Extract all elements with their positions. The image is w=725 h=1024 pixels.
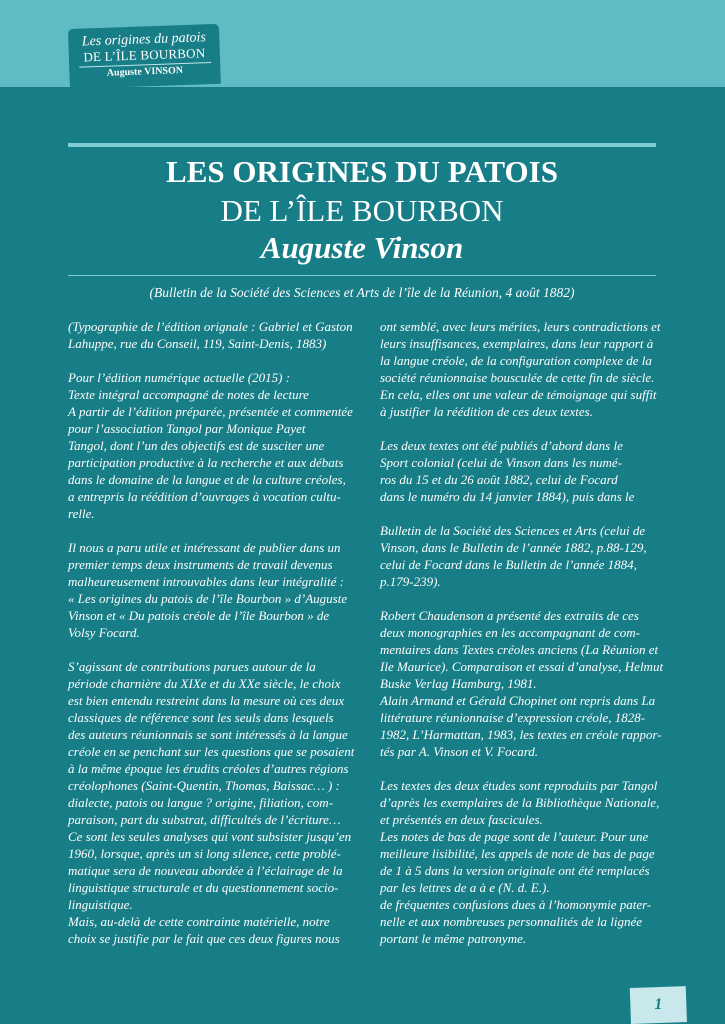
text-line: relle. bbox=[68, 506, 95, 521]
source-citation: (Bulletin de la Société des Sciences et Arts de l’île de la Réunion, 4 août 1882) bbox=[149, 285, 575, 300]
text-line: la langue créole, de la configuration complexe de la bbox=[380, 353, 652, 368]
text-line: 1982, L’Harmattan, 1983, les textes en créole rappor- bbox=[380, 727, 662, 742]
paragraph bbox=[68, 369, 358, 522]
title-top-rule bbox=[68, 143, 656, 147]
text-line: Texte intégral accompagné de notes de lecture bbox=[68, 387, 309, 402]
text-line: deux monographies en les accompagnant de com- bbox=[380, 625, 640, 640]
text-line: ont semblé, avec leurs mérites, leurs contradictions et bbox=[380, 319, 661, 334]
text-line: En cela, elles ont une valeur de témoignage qui suffit bbox=[380, 387, 657, 402]
text-line: (Typographie de l’édition orignale : Gabriel et Gaston bbox=[68, 319, 353, 334]
paragraph bbox=[380, 607, 666, 760]
paragraph-gap bbox=[380, 505, 666, 522]
paragraph bbox=[380, 437, 666, 505]
text-line: linguistique structurale et du questionnement socio- bbox=[68, 880, 339, 895]
text-line: mentaires dans Textes créoles anciens (La Réunion et bbox=[380, 642, 659, 657]
page-number bbox=[630, 986, 687, 1024]
text-line: littérature réunionnaise d’expression créole, 1828- bbox=[380, 710, 646, 725]
paragraph bbox=[380, 777, 666, 947]
paragraph-gap bbox=[380, 420, 666, 437]
text-line: Pour l’édition numérique actuelle (2015) : bbox=[68, 370, 291, 385]
text-line: tés par A. Vinson et V. Focard. bbox=[380, 744, 539, 759]
text-line: Les deux textes ont été publiés d’abord dans le bbox=[380, 438, 623, 453]
text-line: celui de Focard dans le Bulletin de l’année 1884, bbox=[380, 557, 637, 572]
text-line: à justifier la réédition de ces deux textes. bbox=[380, 404, 593, 419]
header-tab bbox=[68, 24, 221, 89]
text-line: ros du 15 et du 26 août 1882, celui de Focard bbox=[380, 472, 618, 487]
text-line: Ile Maurice). Comparaison et essai d’analyse, Helmut bbox=[380, 659, 664, 674]
page-title-author: Auguste Vinson bbox=[260, 230, 464, 265]
paragraph-gap bbox=[68, 352, 358, 369]
header-tab-author: Auguste VINSON bbox=[106, 65, 184, 79]
text-line: dans le domaine de la langue et de la culture créoles, bbox=[68, 472, 346, 487]
text-line: participation productive à la recherche et aux débats bbox=[68, 455, 344, 470]
text-line: des auteurs réunionnais se sont intéressés à la langue bbox=[68, 727, 348, 742]
text-line: leurs insuffisances, exemplaires, dans leur rapport à bbox=[380, 336, 654, 351]
text-line: Robert Chaudenson a présenté des extraits de ces bbox=[380, 608, 639, 623]
text-line: malheureusement introuvables dans leur intégralité : bbox=[68, 574, 344, 589]
text-line: de fréquentes confusions dues à l’homonymie pater- bbox=[380, 897, 652, 912]
text-line: Sport colonial (celui de Vinson dans les numé- bbox=[380, 455, 623, 470]
text-line: Bulletin de la Société des Sciences et Arts (celui de bbox=[380, 523, 646, 538]
text-line: Vinson et « Du patois créole de l’île Bourbon » de bbox=[68, 608, 330, 623]
text-line: Vinson, dans le Bulletin de l’année 1882, p.88-129, bbox=[380, 540, 647, 555]
paragraph bbox=[68, 318, 358, 352]
text-line: à la même époque les érudits créoles d’autres régions bbox=[68, 761, 349, 776]
page-title-line1: LES ORIGINES DU PATOIS bbox=[166, 154, 558, 189]
text-line: portant le même patronyme. bbox=[380, 931, 527, 946]
paragraph bbox=[68, 539, 358, 641]
paragraph-gap bbox=[68, 641, 358, 658]
text-line: meilleure lisibilité, les appels de note de bas de page bbox=[380, 846, 655, 861]
text-line: Ce sont les seules analyses qui vont subsister jusqu’en bbox=[68, 829, 352, 844]
text-line: paraison, part du substrat, difficultés de l’écriture… bbox=[68, 812, 341, 827]
text-line: « Les origines du patois de l’île Bourbon » d’Auguste bbox=[68, 591, 348, 606]
text-line: matique sera de nouveau abordée à l’éclairage de la bbox=[68, 863, 343, 878]
text-line: est bien entendu restreint dans la mesure où ces deux bbox=[68, 693, 345, 708]
header-tab-title: Les origines du patois bbox=[81, 30, 207, 50]
text-line: Buske Verlag Hamburg, 1981. bbox=[380, 676, 537, 691]
text-line: d’après les exemplaires de la Bibliothèque Nationale, bbox=[380, 795, 660, 810]
text-line: créolophones (Saint-Quentin, Thomas, Baissac… ) : bbox=[68, 778, 340, 793]
paragraph bbox=[380, 318, 666, 420]
text-line: S’agissant de contributions parues autour de la bbox=[68, 659, 316, 674]
text-line: Mais, au-delà de cette contrainte matérielle, notre bbox=[68, 914, 330, 929]
text-line: dialecte, patois ou langue ? origine, filiation, com- bbox=[68, 795, 334, 810]
text-line: 1960, lorsque, après un si long silence, cette problé- bbox=[68, 846, 341, 861]
text-line: A partir de l’édition préparée, présentée et commentée bbox=[68, 404, 353, 419]
paragraph-gap bbox=[68, 522, 358, 539]
text-line: Tangol, dont l’un des objectifs est de susciter une bbox=[68, 438, 325, 453]
text-line: Il nous a paru utile et intéressant de publier dans un bbox=[68, 540, 341, 555]
text-line: a entrepris la réédition d’ouvrages à vocation cultu- bbox=[68, 489, 341, 504]
text-line: Volsy Focard. bbox=[68, 625, 140, 640]
text-line: choix se justifie par le fait que ces deux figures nous bbox=[68, 931, 340, 946]
title-bottom-rule bbox=[68, 275, 656, 276]
paragraph bbox=[380, 522, 666, 590]
text-line: de 1 à 5 dans la version originale ont été remplacés bbox=[380, 863, 650, 878]
text-line: Les notes de bas de page sont de l’auteur. Pour une bbox=[380, 829, 649, 844]
page-title-line2: DE L’ÎLE BOURBON bbox=[220, 193, 504, 228]
paragraph-gap bbox=[380, 760, 666, 777]
text-line: pour l’association Tangol par Monique Payet bbox=[68, 421, 306, 436]
text-line: Les textes des deux études sont reproduits par Tangol bbox=[380, 778, 658, 793]
text-line: linguistique. bbox=[68, 897, 133, 912]
text-line: période charnière du XIXe et du XXe siècle, le choix bbox=[68, 676, 341, 691]
text-line: dans le numéro du 14 janvier 1884), puis dans le bbox=[380, 489, 635, 504]
paragraph bbox=[68, 658, 358, 947]
text-line: par les lettres de a à e (N. d. E.). bbox=[380, 880, 550, 895]
left-column bbox=[68, 318, 358, 947]
text-line: Alain Armand et Gérald Chopinet ont repris dans La bbox=[380, 693, 656, 708]
text-line: premier temps deux instruments de travail devenus bbox=[68, 557, 333, 572]
text-line: Lahuppe, rue du Conseil, 119, Saint-Denis, 1883) bbox=[68, 336, 327, 351]
text-line: créole en se penchant sur les questions que se posaient bbox=[68, 744, 355, 759]
text-line: société réunionnaise bousculée de cette fin de siècle. bbox=[380, 370, 655, 385]
paragraph-gap bbox=[380, 590, 666, 607]
page-number-label: 1 bbox=[654, 995, 663, 1014]
right-column bbox=[380, 318, 666, 947]
text-line: nelle et aux nombreuses personnalités de la lignée bbox=[380, 914, 642, 929]
text-line: et présentés en deux fascicules. bbox=[380, 812, 543, 827]
text-line: p.179-239). bbox=[380, 574, 441, 589]
text-line: classiques de référence sont les seuls dans lesquels bbox=[68, 710, 334, 725]
header-tab-subtitle: DE L’ÎLE BOURBON bbox=[83, 45, 206, 65]
